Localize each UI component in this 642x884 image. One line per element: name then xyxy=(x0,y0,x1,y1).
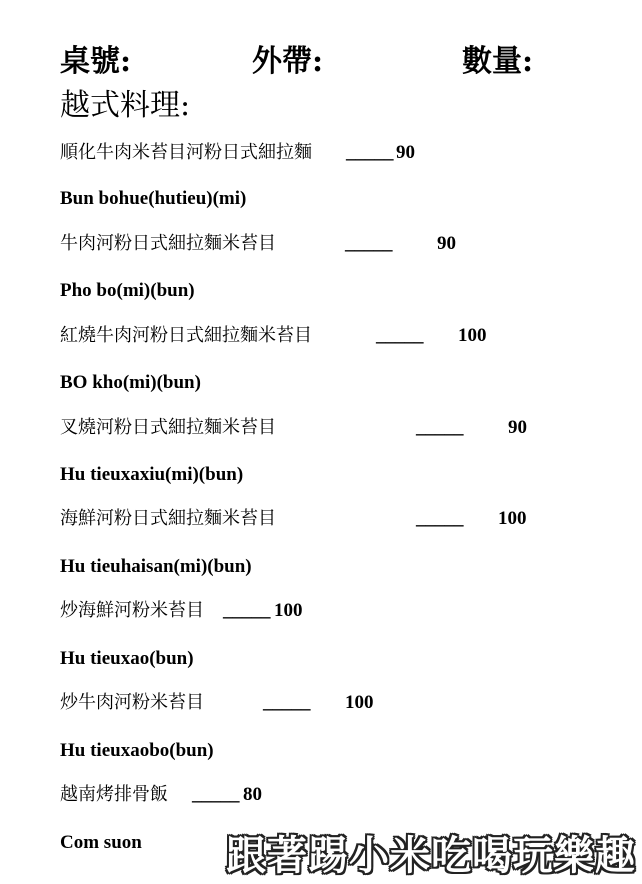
takeout-label: 外帶: xyxy=(252,44,324,79)
menu-item-english-name: Hu tieuhaisan(mi)(bun) xyxy=(60,556,252,577)
menu-item-price: 90 xyxy=(396,142,415,163)
menu-item-price: 100 xyxy=(345,692,374,713)
menu-item-chinese-name: 叉燒河粉日式細拉麵米苔目 xyxy=(60,417,276,438)
menu-item-english-name: Hu tieuxao(bun) xyxy=(60,648,194,669)
watermark-text: 跟著踢小米吃喝玩樂趣 xyxy=(226,833,636,879)
menu-item-chinese-name: 海鮮河粉日式細拉麵米苔目 xyxy=(60,508,276,529)
menu-item-chinese-name: 牛肉河粉日式細拉麵米苔目 xyxy=(60,233,276,254)
order-quantity-blank: _____ xyxy=(416,417,464,438)
menu-item-chinese-name: 炒牛肉河粉米苔目 xyxy=(60,692,204,713)
menu-item-row xyxy=(60,140,620,166)
menu-item-row xyxy=(60,782,620,808)
order-quantity-blank: _____ xyxy=(346,142,394,163)
order-quantity-blank: _____ xyxy=(376,325,424,346)
order-quantity-blank: _____ xyxy=(345,233,393,254)
menu-item-row xyxy=(60,415,620,441)
menu-item-english-name: Bun bohue(hutieu)(mi) xyxy=(60,188,247,209)
quantity-label: 數量: xyxy=(462,44,534,79)
order-quantity-blank: _____ xyxy=(416,508,464,529)
menu-item-price: 100 xyxy=(498,508,527,529)
menu-item-row xyxy=(60,506,620,532)
menu-item-chinese-name: 紅燒牛肉河粉日式細拉麵米苔目 xyxy=(60,325,312,346)
menu-item-row xyxy=(60,690,620,716)
menu-item-price: 100 xyxy=(274,600,303,621)
table-number-label: 桌號: xyxy=(60,44,132,79)
menu-item-chinese-name: 順化牛肉米苔目河粉日式細拉麵 xyxy=(60,142,312,163)
menu-item-english-name: Com suon xyxy=(60,832,142,853)
menu-item-row xyxy=(60,323,620,349)
menu-item-row xyxy=(60,598,620,624)
menu-item-english-name: Hu tieuxaobo(bun) xyxy=(60,740,214,761)
order-quantity-blank: _____ xyxy=(223,600,271,621)
menu-item-price: 100 xyxy=(458,325,487,346)
order-quantity-blank: _____ xyxy=(263,692,311,713)
order-quantity-blank: _____ xyxy=(192,784,240,805)
section-title: 越式料理: xyxy=(60,88,191,123)
menu-item-price: 90 xyxy=(508,417,527,438)
menu-item-row xyxy=(60,231,620,257)
menu-item-chinese-name: 越南烤排骨飯 xyxy=(60,784,168,805)
menu-item-price: 80 xyxy=(243,784,262,805)
menu-item-english-name: Pho bo(mi)(bun) xyxy=(60,280,195,301)
menu-item-english-name: Hu tieuxaxiu(mi)(bun) xyxy=(60,464,244,485)
menu-item-english-name: BO kho(mi)(bun) xyxy=(60,372,201,393)
menu-item-price: 90 xyxy=(437,233,456,254)
menu-item-chinese-name: 炒海鮮河粉米苔目 xyxy=(60,600,204,621)
